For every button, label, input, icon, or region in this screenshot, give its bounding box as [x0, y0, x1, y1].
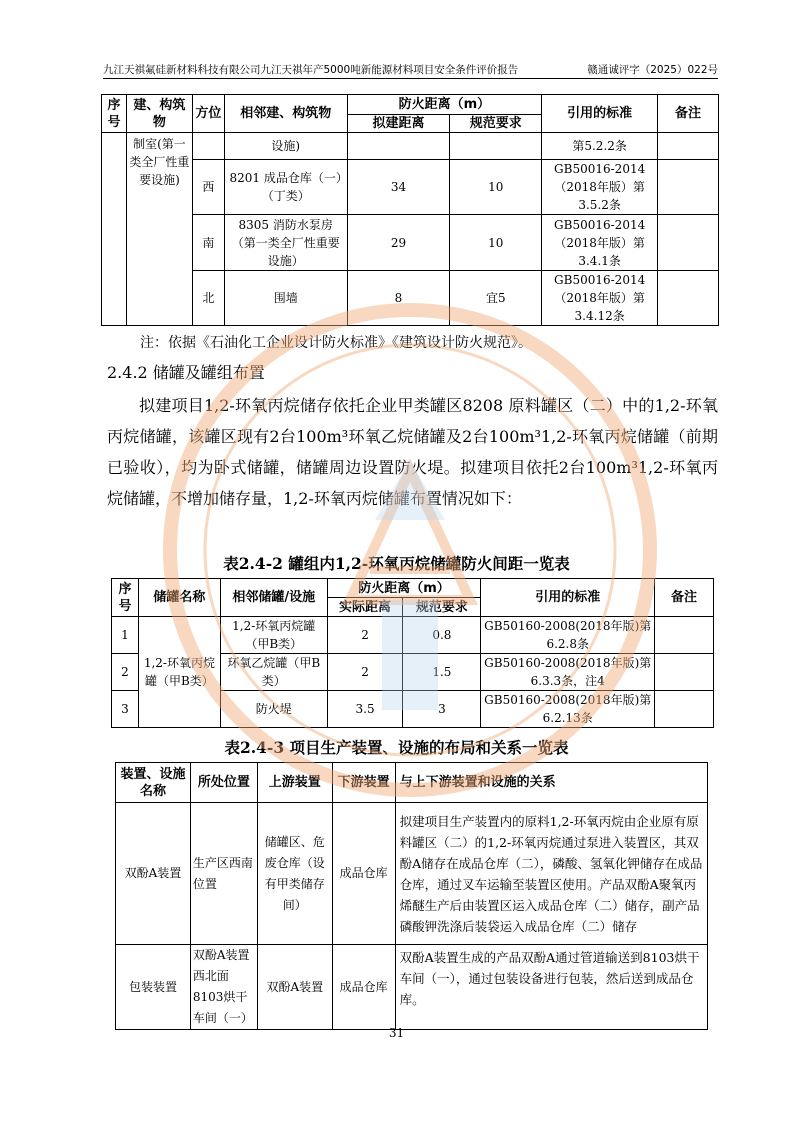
col-header-tank: 储罐名称: [138, 579, 220, 617]
col-header-direction: 方位: [192, 95, 224, 133]
table-row: 南 8305 消防水泵房（第一类全厂性重要设施） 29 10 GB50016-2014（2018年版）第3.4.1条: [102, 215, 719, 271]
col-header-standard: 引用的标准: [481, 579, 655, 617]
building-cell: 制室(第一类全厂性重要设施): [126, 133, 192, 326]
col-header-distance: 防火距离（m）: [327, 579, 481, 598]
tank-name-cell: 1,2-环氧丙烷罐（甲B类）: [138, 617, 220, 728]
col-header-location: 所处位置: [190, 763, 257, 803]
table-row: 西 8201 成品仓库（一）（丁类） 34 10 GB50016-2014（2018年版）第3.5.2条: [102, 160, 719, 215]
table-row: 1 1,2-环氧丙烷罐（甲B类） 1,2-环氧丙烷罐（甲B类） 2 0.8 GB50160-2008(2018年版)第6.2.8条: [112, 617, 714, 654]
col-header-facility: 装置、设施名称: [116, 763, 191, 803]
table-row: 制室(第一类全厂性重要设施) 设施) 第5.2.2条: [102, 133, 719, 160]
col-header-planned: 拟建距离: [347, 115, 450, 133]
col-header-relation: 与上下游装置和设施的关系: [395, 763, 707, 803]
col-header-neighbor: 相邻储罐/设施: [220, 579, 327, 617]
section-title: 2.4.2 储罐及罐组布置: [107, 363, 265, 382]
col-header-no: 序号: [112, 579, 139, 617]
col-header-planned: 实际距离: [327, 598, 403, 617]
col-header-neighbor: 相邻建、构筑物: [224, 95, 347, 133]
table-row: 北 围墙 8 宜5 GB50016-2014（2018年版）第3.4.12条: [102, 271, 719, 326]
col-header-building: 建、构筑物: [126, 95, 192, 133]
page-number: 31: [388, 1026, 405, 1040]
col-header-distance: 防火距离（m）: [347, 95, 542, 115]
fire-distance-table-continued: [101, 94, 719, 326]
table-row: 包装装置 双酚A装置西北面8103烘干车间（一） 双酚A装置 成品仓库 双酚A装置生成的产品双酚A通过管道输送到8103烘干车间（一），通过包装设备进行包装，然后送到成品仓库。: [116, 945, 708, 1030]
col-header-required: 规范要求: [403, 598, 481, 617]
table-3-caption: 表2.4-3 项目生产装置、设施的布局和关系一览表: [224, 738, 569, 757]
col-header-upstream: 上游装置: [257, 763, 332, 803]
page-header: [103, 62, 718, 79]
table-2-caption: 表2.4-2 罐组内1,2-环氧丙烷储罐防火间距一览表: [223, 554, 570, 573]
table-note: 注：依据《石油化工企业设计防火标准》《建筑设计防火规范》。: [140, 335, 532, 351]
col-header-remark: 备注: [658, 95, 719, 133]
header-left-text: 九江天祺氟硅新材料科技有限公司九江天祺年产5000吨新能源材料项目安全条件评价报告: [103, 64, 519, 76]
col-header-no: 序号: [102, 95, 127, 133]
table-row: 双酚A装置 生产区西南位置 储罐区、危废仓库（设有甲类储存间） 成品仓库 拟建项目生产装置内的原料1,2-环氧丙烷由企业原有原料罐区（二）的1,2-环氧丙烷通过泵进入装置区，其双酚A储存在成品仓库（二），磷酸、氢氧化钾储存在成品仓库，通过叉车运输至装置区使用。产品双酚A聚氧丙烯醚生产后由装置区运入成品仓库（二）储存，副产品磷酸钾洗涤后装袋运入成品仓库（二）储存: [116, 803, 708, 945]
table-row: 2 环氧乙烷罐（甲B类） 2 1.5 GB50160-2008(2018年版)第6.3.3条，注4: [112, 654, 714, 691]
col-header-remark: 备注: [655, 579, 714, 617]
header-right-text: 赣通诚评字（2025）022号: [587, 64, 718, 76]
col-header-downstream: 下游装置: [332, 763, 395, 803]
col-header-required: 规范要求: [450, 115, 542, 133]
table-row: 3 防火堤 3.5 3 GB50160-2008(2018年版)第6.2.13条: [112, 691, 714, 728]
col-header-standard: 引用的标准: [542, 95, 658, 133]
facility-layout-table: [115, 762, 708, 1030]
tank-fire-distance-table: [111, 578, 714, 728]
body-paragraph: 拟建项目1,2-环氧丙烷储存依托企业甲类罐区8208 原料罐区（二）中的1,2-环氧丙烷储罐，该罐区现有2台100m³环氧乙烷储罐及2台100m³1,2-环氧丙烷储罐（前期已验收），均为卧式储罐，储罐周边设置防火堤。拟建项目依托2台100m³1,2-环氧丙烷储罐，不增加储存量，1,2-环氧丙烷储罐布置情况如下：: [107, 396, 718, 508]
